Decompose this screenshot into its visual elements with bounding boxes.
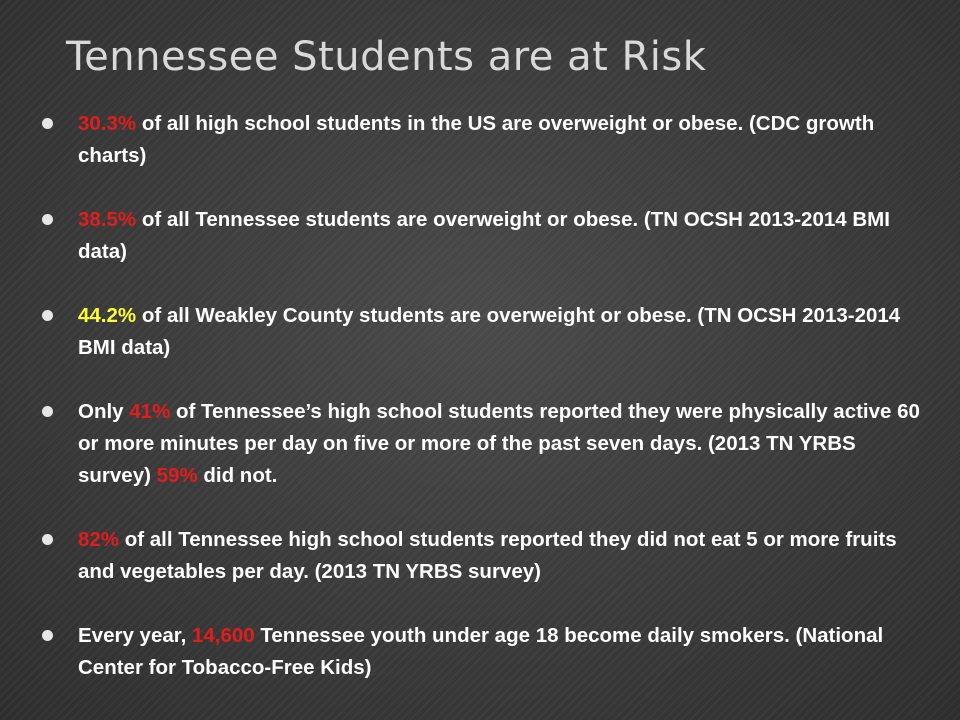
bullet-dot-icon: [42, 118, 53, 129]
stat-highlight: 14,600: [192, 624, 255, 647]
bullet-us-overweight: [40, 108, 920, 172]
bullet-text: Only: [78, 400, 130, 423]
bullet-text: did not.: [197, 464, 278, 487]
stat-highlight: 38.5%: [78, 208, 137, 231]
bullet-text: of all Tennessee students are overweight or obese. (TN OCSH 2013-2014 BMI data): [78, 208, 890, 263]
bullet-physical-activity: [40, 396, 920, 492]
stat-highlight: 30.3%: [78, 112, 137, 135]
slide-title: Tennessee Students are at Risk: [66, 34, 707, 80]
stat-highlight: 41%: [129, 400, 171, 423]
stat-highlight: 44.2%: [78, 304, 137, 327]
bullet-dot-icon: [42, 534, 53, 545]
bullet-text: of all Weakley County students are overweight or obese. (TN OCSH 2013-2014 BMI data): [78, 304, 901, 359]
bullet-list: [40, 108, 920, 684]
bullet-dot-icon: [42, 310, 53, 321]
bullet-dot-icon: [42, 214, 53, 225]
bullet-dot-icon: [42, 406, 53, 417]
stat-highlight: 59%: [156, 464, 198, 487]
bullet-text: Tennessee youth under age 18 become daily smokers. (National Center for Tobacco-Free Kids): [78, 624, 884, 679]
bullet-fruits-vegetables: [40, 524, 920, 588]
bullet-weakley-overweight: [40, 300, 920, 364]
bullet-tn-overweight: [40, 204, 920, 268]
bullet-text: of all Tennessee high school students reported they did not eat 5 or more fruits and vegetables per day. (2013 TN YRBS survey): [78, 528, 897, 583]
bullet-text: of Tennessee’s high school students reported they were physically active 60 or more minutes per day on five or more of the past seven days. (2013 TN YRBS survey): [78, 400, 920, 487]
bullet-text: of all high school students in the US are overweight or obese. (CDC growth charts): [78, 112, 875, 167]
bullet-dot-icon: [42, 630, 53, 641]
bullet-smokers: [40, 620, 920, 684]
bullet-text: Every year,: [78, 624, 192, 647]
stat-highlight: 82%: [78, 528, 120, 551]
